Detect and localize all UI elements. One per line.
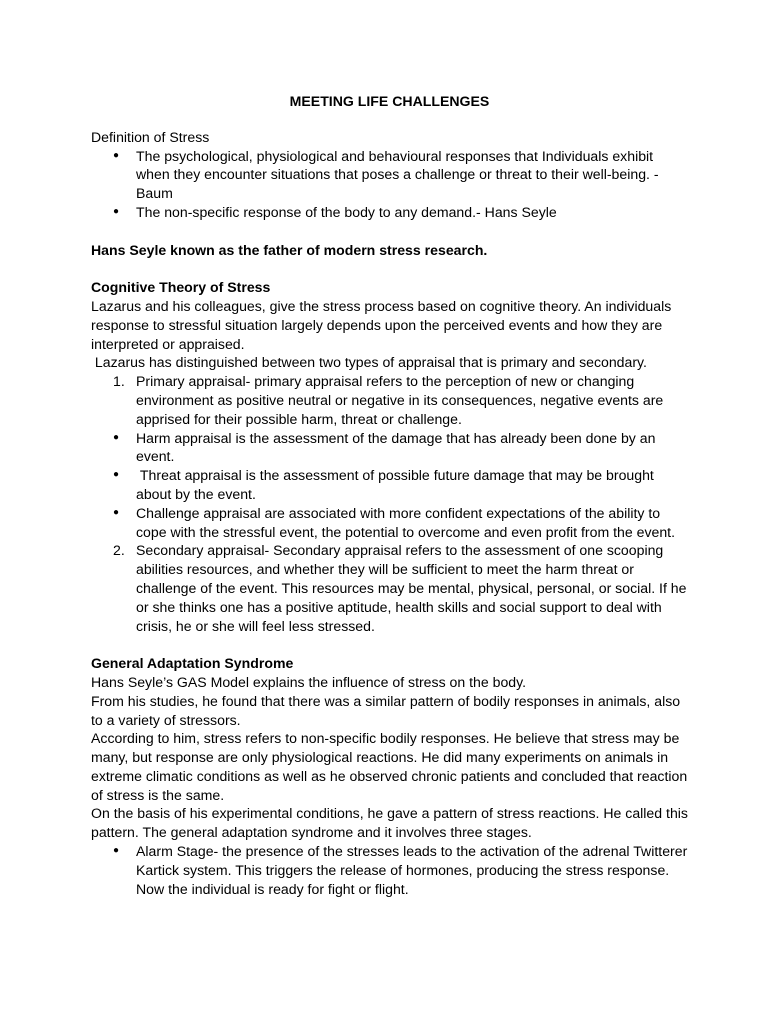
appraisal-list	[91, 372, 688, 635]
list-item-text: Challenge appraisal are associated with more confident expectations of the ability to cope with the stressful event, the potential to overcome and even profit from the event.	[136, 504, 675, 540]
list-item-text: Primary appraisal- primary appraisal refers to the perception of new or changing environment as positive neutral or negative in its consequences, negative events are apprised for their possible harm, threat or challenge.	[136, 373, 664, 427]
gas-paragraph: According to him, stress refers to non-specific bodily responses. He believe that stress may be many, but response are only physiological reactions. He did many experiments on animals in extreme climatic conditions as well as he observed chronic patients and concluded that reaction of stress is the same.	[91, 730, 688, 803]
bullet-icon: ●	[113, 431, 120, 443]
list-item-text: Alarm Stage- the presence of the stresses leads to the activation of the adrenal Twitterer Kartick system. This triggers the release of hormones, producing the stress response. Now the individual is ready for fight or flight.	[136, 843, 688, 897]
bullet-icon: ●	[113, 506, 120, 518]
list-item-text: The non-specific response of the body to any demand.- Hans Seyle	[136, 203, 557, 220]
list-item-text: Threat appraisal is the assessment of possible future damage that may be brought about by the event.	[136, 467, 658, 502]
definition-heading: Definition of Stress	[91, 128, 210, 145]
list-item-text: The psychological, physiological and behavioural responses that Individuals exhibit when they encounter situations that poses a challenge or threat to their well-being. - Baum	[136, 147, 659, 202]
gas-heading: General Adaptation Syndrome	[91, 655, 294, 672]
bullet-icon: ●	[113, 149, 120, 161]
list-item-text: Harm appraisal is the assessment of the damage that has already been done by an event.	[136, 429, 656, 465]
list-marker: 2.	[113, 542, 125, 559]
list-item	[91, 466, 688, 504]
page-title: MEETING LIFE CHALLENGES	[289, 93, 490, 109]
list-item	[91, 541, 688, 635]
cognitive-heading: Cognitive Theory of Stress	[91, 279, 271, 296]
gas-paragraph: Hans Seyle’s GAS Model explains the influence of stress on the body.	[91, 673, 527, 690]
bullet-icon: ●	[113, 845, 120, 857]
bullet-icon: ●	[113, 205, 120, 217]
gas-stage-list	[91, 842, 688, 898]
cognitive-types: Lazarus has distinguished between two types of appraisal that is primary and secondary.	[91, 354, 647, 371]
list-item	[91, 429, 688, 467]
list-marker: 1.	[113, 373, 125, 390]
bullet-icon: ●	[113, 469, 120, 481]
list-item	[91, 504, 688, 542]
list-item-text: Secondary appraisal- Secondary appraisal refers to the assessment of one scooping abilities resources, and whether they will be sufficient to meet the harm threat or challenge of the event. This resources may be mental, physical, personal, or social. If he or she thinks one has a positive aptitude, health skills and social support to deal with crisis, he or she will feel less stressed.	[136, 542, 687, 634]
list-item	[91, 372, 688, 428]
list-item	[91, 203, 688, 222]
gas-paragraph: On the basis of his experimental conditions, he gave a pattern of stress reactions. He called this pattern. The general adaptation syndrome and it involves three stages.	[91, 805, 688, 841]
gas-paragraph: From his studies, he found that there was a similar pattern of bodily responses in animals, also to a variety of stressors.	[91, 692, 681, 728]
list-item	[91, 147, 688, 203]
cognitive-intro: Lazarus and his colleagues, give the stress process based on cognitive theory. An individuals response to stressful situation largely depends upon the perceived events and how they are interpreted or appraised.	[91, 297, 672, 352]
list-item	[91, 842, 688, 898]
definition-list	[91, 147, 688, 222]
father-statement: Hans Seyle known as the father of modern stress research.	[91, 241, 488, 258]
